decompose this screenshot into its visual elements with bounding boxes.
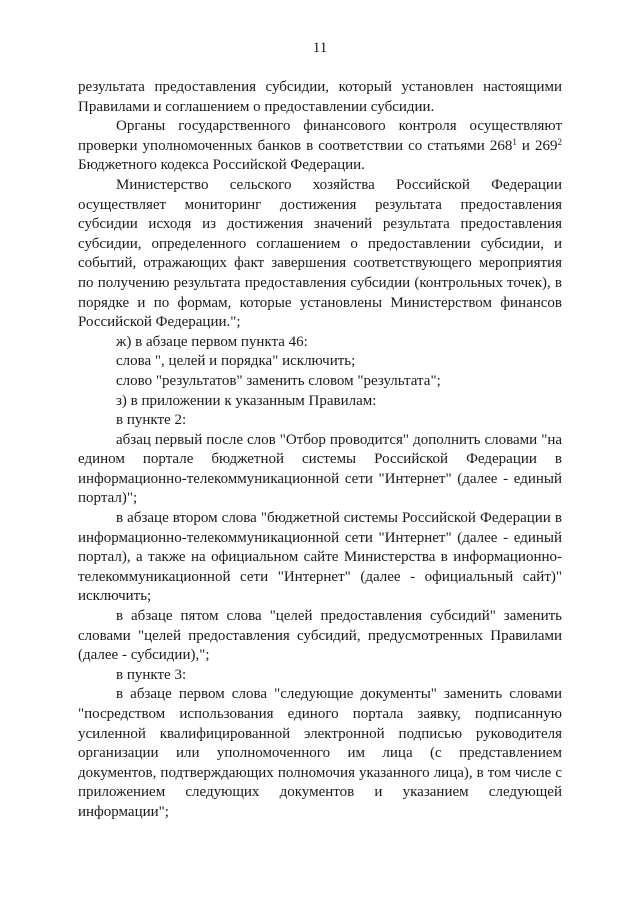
paragraph-12: в пункте 3:	[116, 666, 187, 683]
paragraph-2: Органы государственного финансового контроля осуществляют проверки уполномоченных банков в соответствии со статьями $268^1$ и $269^2$ Бюджетного кодекса Российской Федерации.	[78, 118, 562, 174]
paragraph-1: результата предоставления субсидии, который установлен настоящими Правилами и соглашением о предоставлении субсидии.	[78, 79, 562, 115]
footnote-sup-2: 2	[557, 136, 562, 147]
paragraph-10: в абзаце втором слова "бюджетной системы Российской Федерации в информационно-телекоммуникационной сети "Интернет" (далее - единый портал), а также на официальном сайте Министерства в информационно-телекоммуникационной сети "Интернет" (далее - официальный сайт)" исключить;	[78, 510, 562, 605]
footnote-sup-1: 1	[512, 136, 517, 147]
paragraph-11: в абзаце пятом слова "целей предоставления субсидий" заменить словами "целей предоставления субсидий, предусмотренных Правилами (далее - субсидии),";	[78, 608, 562, 664]
paragraph-9: абзац первый после слов "Отбор проводится" дополнить словами "на едином портале бюджетной системы Российской Федерации в информационно-телекоммуникационной сети "Интернет" (далее - единый портал)";	[78, 431, 562, 507]
document-body	[78, 78, 562, 823]
paragraph-13: в абзаце первом слова "следующие документы" заменить словами "посредством использования единого портала заявку, подписанную усиленной квалифицированной электронной подписью руководителя организации или уполномоченного им лица (с представлением документов, подтверждающих полномочия указанного лица), в том числе с приложением следующих документов и указанием следующей информации";	[78, 686, 562, 820]
page-number: 11	[312, 40, 328, 56]
paragraph-3: Министерство сельского хозяйства Российской Федерации осуществляет мониторинг достижения результата предоставления субсидии исходя из достижения значений результата предоставления субсидии, определенного соглашением о предоставлении субсидии, и событий, отражающих факт завершения соответствующего мероприятия по получению результата предоставления субсидии (контрольных точек), в порядке и по формам, которые установлены Министерством финансов Российской Федерации.";	[78, 176, 562, 331]
paragraph-5: слова ", целей и порядка" исключить;	[116, 353, 356, 370]
paragraph-6: слово "результатов" заменить словом "результата";	[116, 372, 441, 389]
paragraph-8: в пункте 2:	[116, 412, 187, 429]
paragraph-7: з) в приложении к указанным Правилам:	[116, 392, 377, 409]
paragraph-4: ж) в абзаце первом пункта 46:	[116, 333, 308, 350]
